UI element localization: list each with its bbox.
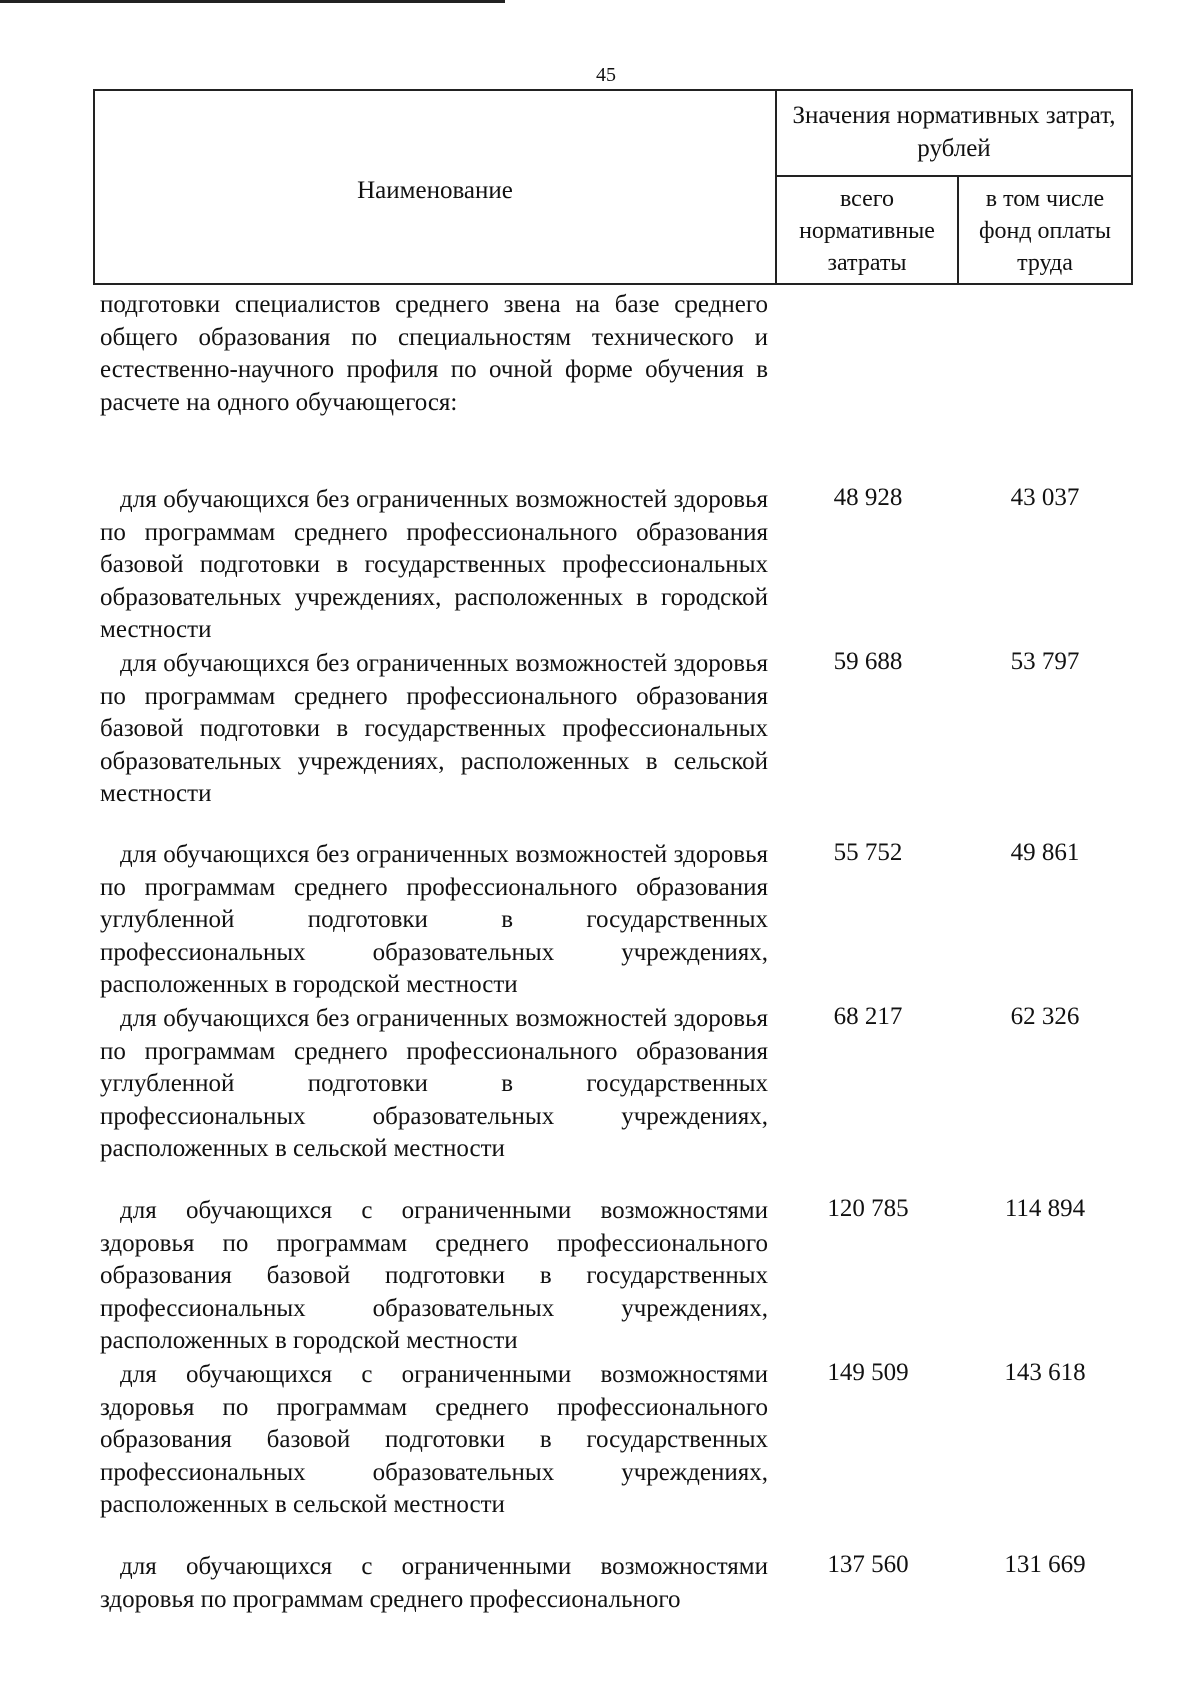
row-1-total: 48 928 [833,484,903,511]
header-col-total: всего нормативные затраты [777,177,959,283]
row-1-text: для обучающихся без ограниченных возможностей здоровья по программам среднего профессионального образования базовой подготовки в государственных профессиональных образовательных учреждениях, расположенных в городской местности [100,486,768,644]
row-2-total: 59 688 [833,648,903,675]
header-name-label: Наименование [357,177,513,204]
header-col-wage: в том числе фонд оплаты труда [978,186,1112,276]
row-5-wage: 114 894 [1004,1195,1086,1222]
row-1-wage: 43 037 [1010,484,1080,511]
row-5-text: для обучающихся с ограниченными возможностями здоровья по программам среднего профессионального образования базовой подготовки в государственных профессиональных образовательных учреждениях, расположенных в городской местности [100,1197,768,1355]
header-values-group: Значения нормативных затрат, рублей [777,91,1131,177]
page-number: 45 [596,64,616,86]
intro-text: подготовки специалистов среднего звена на базе среднего общего образования по специальностям технического и естественно-научного профиля по очной форме обучения в расчете на одного обучающегося: [100,291,768,416]
row-6-total: 149 509 [827,1359,909,1386]
row-6-wage: 143 618 [1004,1359,1086,1386]
table-header [93,89,1133,285]
row-7-total: 137 560 [827,1551,909,1578]
row-7-wage: 131 669 [1004,1551,1086,1578]
row-2-text: для обучающихся без ограниченных возможностей здоровья по программам среднего профессионального образования базовой подготовки в государственных профессиональных образовательных учреждениях, расположенных в сельской местности [100,650,768,808]
header-name-cell [95,91,777,283]
row-3-text: для обучающихся без ограниченных возможностей здоровья по программам среднего профессионального образования углубленной подготовки в государственных профессиональных образовательных учреждениях, расположенных в городской местности [100,841,768,999]
row-2-wage: 53 797 [1010,648,1080,675]
top-rule [0,0,505,3]
row-4-total: 68 217 [833,1003,903,1030]
row-6-text: для обучающихся с ограниченными возможностями здоровья по программам среднего профессионального образования базовой подготовки в государственных профессиональных образовательных учреждениях, расположенных в сельской местности [100,1361,768,1519]
row-3-total: 55 752 [833,839,903,866]
row-4-wage: 62 326 [1010,1003,1080,1030]
row-4-text: для обучающихся без ограниченных возможностей здоровья по программам среднего профессионального образования углубленной подготовки в государственных профессиональных образовательных учреждениях, расположенных в сельской местности [100,1005,768,1163]
row-7-text: для обучающихся с ограниченными возможностями здоровья по программам среднего профессионального [100,1553,768,1613]
row-5-total: 120 785 [827,1195,909,1222]
row-3-wage: 49 861 [1010,839,1080,866]
